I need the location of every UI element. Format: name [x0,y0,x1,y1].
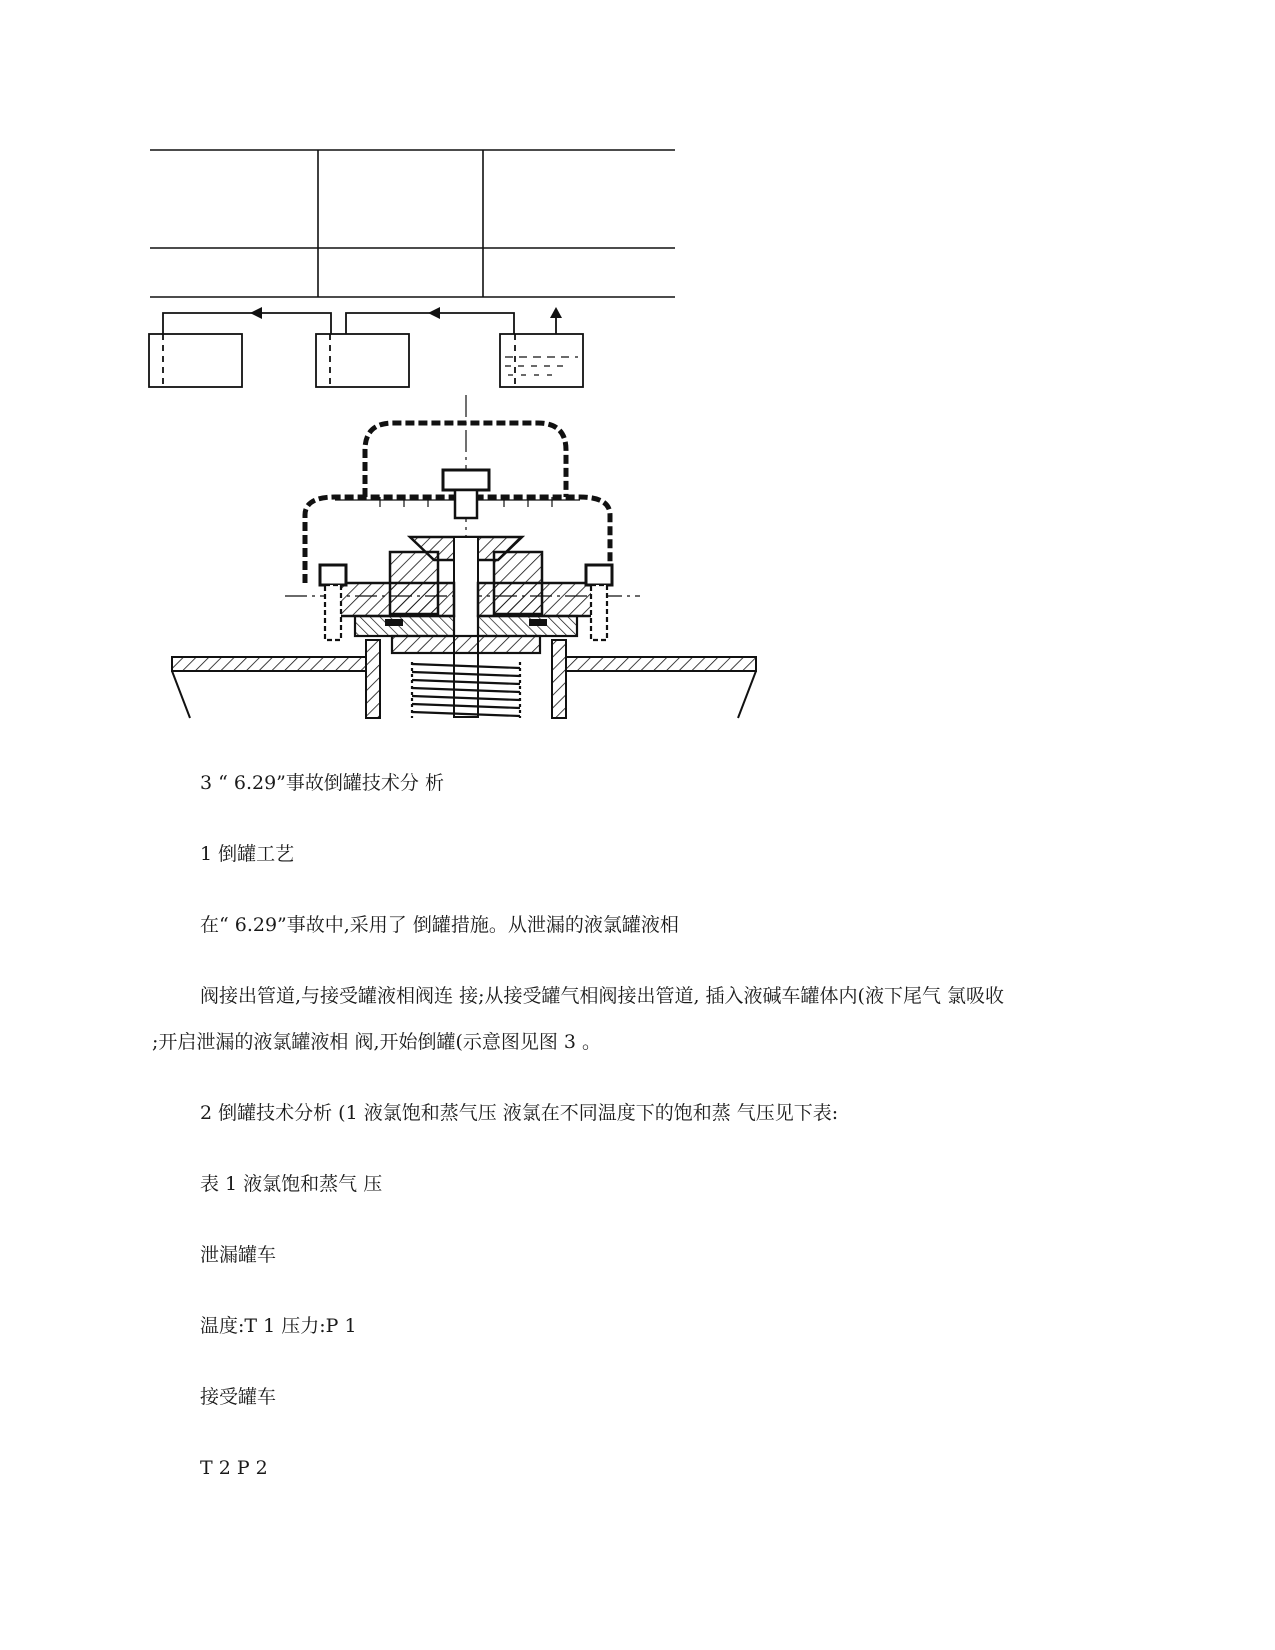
section-heading: 3 “ 6.29”事故倒罐技术分 析 [200,772,444,794]
tank-transfer-flow-diagram [149,307,583,387]
body-paragraph: 2 倒罐技术分析 (1 液氯饱和蒸气压 液氯在不同温度下的饱和蒸 气压见下表: [200,1102,839,1124]
table-cell-text: 泄漏罐车 [200,1244,277,1266]
caustic-tank [500,334,583,387]
empty-table [150,150,675,297]
figures-canvas [0,0,1275,720]
subsection-heading: 1 倒罐工艺 [200,843,295,865]
vent-arrow-head [550,307,562,318]
table-cell-text: 接受罐车 [200,1386,277,1408]
transfer-pipe-1 [163,313,331,334]
table-caption: 表 1 液氯饱和蒸气 压 [200,1173,383,1195]
body-paragraph: 阀接出管道,与接受罐液相阀连 接;从接受罐气相阀接出管道, 插入液碱车罐体内(液下尾气 氯吸收 [200,985,1005,1007]
table-cell-text: 温度:T 1 压力:P 1 [200,1315,357,1337]
arrow-head-2 [428,307,440,319]
body-paragraph: ;开启泄漏的液氯罐液相 阀,开始倒罐(示意图见图 3 。 [152,1031,602,1053]
transfer-pipe-2 [346,313,514,334]
table-cell-text: T 2 P 2 [200,1457,268,1479]
arrow-head-1 [250,307,262,319]
safety-valve-cross-section [172,395,756,718]
body-paragraph: 在“ 6.29”事故中,采用了 倒罐措施。从泄漏的液氯罐液相 [200,914,679,936]
